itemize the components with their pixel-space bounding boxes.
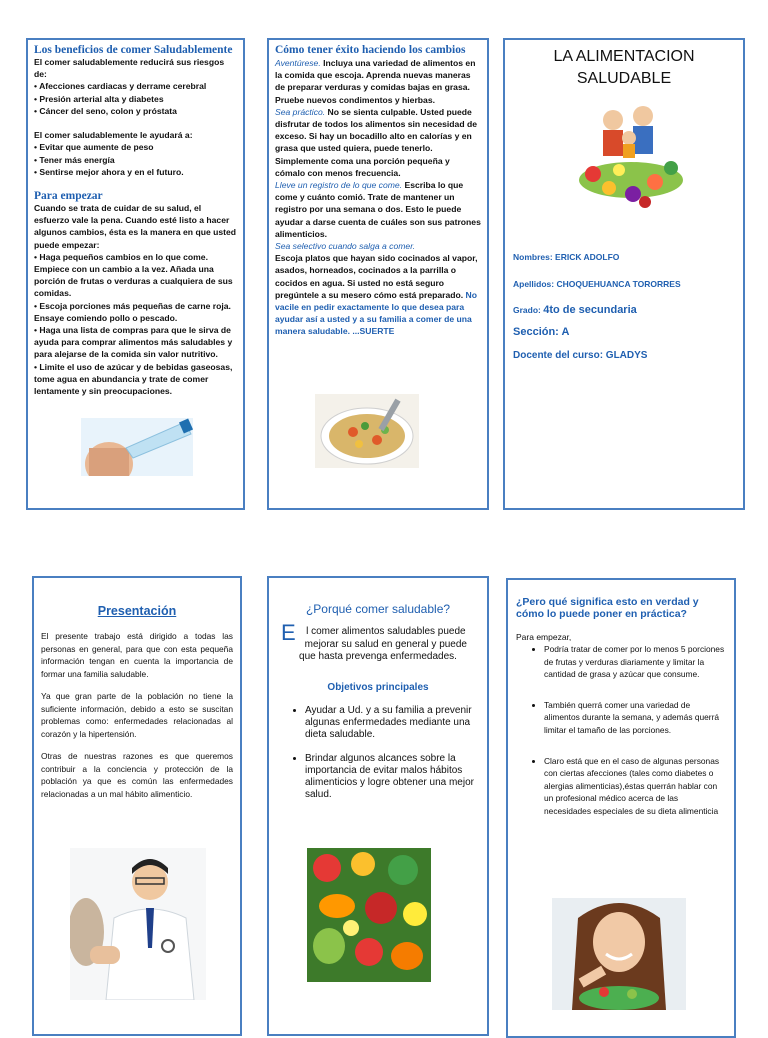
success-text: Aventúrese. Incluya una variedad de alimentos en la comida que escoja. Aprenda nuevas maneras de preparar verduras y comidas bajas en grasa. Pruebe nuevos condimentos y hierbas. Sea práctico. No se sienta culpable. Usted puede disfrutar de todos los alimentos sin necesidad de exceso. Si hay un bocadillo alto en calorías y en grasa que usted quiera, puede tenerlo. Simplemente coma una porción pequeña y cómalo con menos frecuencia. Lleve un registro de lo que come. Escriba lo que come y cuánto comió. Trate de mantener un registro por una semana o dos. Esto le puede ayudar a darse cuenta de cuáles son sus patrones alimenticios. Sea selectivo cuando salga a comer. Escoja platos que hayan sido cocinados al vapor, asados, horneados, cocinados a la parrilla o cocidos en agua. Si usted no está seguro pregúntele a su mesero cómo está preparado. No vacile en pedir exactamente lo que desea para ayudar así a usted y a su familia a comer de una manera saludable. ...SUERTE <box>275 58 481 337</box>
help-item: • Evitar que aumente de peso <box>34 142 154 153</box>
objective-item: • Brindar algunos alcances sobre la importancia de evitar malos hábitos alimenticios y logre obtener una mejor salud. <box>305 753 475 801</box>
objectives-heading: Objetivos principales <box>327 681 429 693</box>
panel-cover <box>503 38 745 510</box>
benefits-heading: Los beneficios de comer Saludablemente <box>34 44 233 56</box>
success-heading: Cómo tener éxito haciendo los cambios <box>275 44 466 56</box>
closing-text: No vacile en pedir exactamente lo que desea para ayudar así a usted y a su familia a comer de una manera saludable. ...SUERTE <box>275 289 478 337</box>
tip-item: • Haga una lista de compras para que le sirva de ayuda para comprar alimentos más saludables y para alejarse de la comida sin valor nutritivo. <box>34 325 233 360</box>
panel-benefits <box>26 38 245 510</box>
panel-presentation <box>32 576 242 1036</box>
practice-lead: Para empezar, <box>516 632 572 642</box>
names-field: Nombres: ERICK ADOLFO <box>513 252 620 262</box>
practice-item: • También querrá comer una variedad de alimentos durante la semana, y además querrá limitar el tamaño de las porciones. <box>544 699 726 737</box>
why-intro: E l comer alimentos saludables puede mejorar su salud en general y puede que hasta prevenga enfermedades. <box>281 620 467 662</box>
tip-lead-practical: Sea práctico. <box>275 106 326 117</box>
section-field: Sección: A <box>513 326 570 338</box>
tip-lead-record: Lleve un registro de lo que come. <box>275 180 403 191</box>
benefits-text <box>34 56 237 178</box>
healthy-food-family-image <box>573 98 689 216</box>
doctor-image <box>70 848 206 1000</box>
objective-item: • Ayudar a Ud. y a su familia a prevenir algunas enfermedades mediante una dieta saludable. <box>305 705 475 741</box>
tip-lead-selective: Sea selectivo cuando salga a comer. <box>275 241 416 252</box>
student-info <box>513 252 739 361</box>
panel-success <box>267 38 489 510</box>
vegetables-image <box>307 848 431 982</box>
start-text: Cuando se trata de cuidar de su salud, el esfuerzo vale la pena. Cuando esté listo a hacer algunos cambios, ésta es la manera en que usted puede empezar: • Haga pequeños cambios en lo que come. Empiece con un cambio a la vez. Añada una porción de frutas o verduras a cualquiera de sus comidas. • Escoja porciones más pequeñas de carne roja. Ensaye comiendo pollo o pescado. • Haga una lista de compras para que le sirva de ayuda para comprar alimentos más saludables y para alejarse de la comida sin valor nutritivo. • Limite el uso de azúcar y de bebidas gaseosas, tome agua en abundancia y trate de comer lentamente y sin preocupaciones. <box>34 203 237 397</box>
drinking-water-image <box>81 418 193 476</box>
cover-title: LA ALIMENTACION SALUDABLE <box>553 48 695 87</box>
presentation-paragraph: Ya que gran parte de la población no tiene la suficiente información, debido a esto se suscitan problemas como: enfermedades relacionadas al corazón y la hipertensión. <box>41 691 233 739</box>
practice-list <box>516 643 726 818</box>
practice-heading: ¿Pero qué significa esto en verdad y cómo lo puede poner en práctica? <box>516 596 699 620</box>
panel-why-healthy <box>267 576 489 1036</box>
presentation-heading: Presentación <box>97 604 177 618</box>
risk-item: • Cáncer del seno, colon y próstata <box>34 105 177 116</box>
surnames-field: Apellidos: CHOQUEHUANCA TORORRES <box>513 279 681 289</box>
risks-intro: El comer saludablemente reducirá sus riesgos de: <box>34 57 225 80</box>
practice-item: • Claro está que en el caso de algunas personas con ciertas afecciones (tales como diabetes o alergias alimenticias),éstas querrán hablar con un profesional médico acerca de las necesidades especiales de su dieta alimenticia <box>544 755 726 818</box>
help-item: • Tener más energía <box>34 154 115 165</box>
panel-practice <box>506 578 736 1038</box>
risk-item: • Presión arterial alta y diabetes <box>34 93 164 104</box>
why-heading: ¿Porqué comer saludable? <box>305 602 451 616</box>
presentation-paragraph: Otras de nuestras razones es que queremos contribuir a la conciencia y protección de la población ya que es común las enfermedades relacionadas a un mal hábito alimenticio. <box>41 751 233 799</box>
vegetable-soup-image <box>315 394 419 468</box>
helps-intro: El comer saludablemente le ayudará a: <box>34 130 193 141</box>
tip-item: • Haga pequeños cambios en lo que come. Empiece con un cambio a la vez. Añada una porción de frutas o verduras a cualquiera de sus comidas. <box>34 251 233 299</box>
objectives-list <box>281 705 475 801</box>
tip-item: • Escoja porciones más pequeñas de carne roja. Ensaye comiendo pollo o pescado. <box>34 300 231 323</box>
tip-lead-adventure: Aventúrese. <box>275 58 321 68</box>
grade-field: Grado: 4to de secundaria <box>513 304 637 316</box>
tip-item: • Limite el uso de azúcar y de bebidas gaseosas, tome agua en abundancia y trate de comer lentamente y sin preocupaciones. <box>34 361 233 397</box>
presentation-paragraph: El presente trabajo está dirigido a todas las personas en general, para que con esta pequeña información tengan en cuenta la importancia de formar una familia saludable. <box>41 631 233 679</box>
practice-item: • Podría tratar de comer por lo menos 5 porciones de frutas y verduras diariamente y limitar la cantidad de grasa y azúcar que consume. <box>544 643 726 681</box>
teacher-field: Docente del curso: GLADYS <box>513 350 648 361</box>
drop-cap: E <box>281 620 296 645</box>
start-heading: Para empezar <box>34 190 103 203</box>
risk-item: • Afecciones cardiacas y derrame cerebral <box>34 81 207 92</box>
woman-eating-salad-image <box>552 898 686 1010</box>
help-item: • Sentirse mejor ahora y en el futuro. <box>34 166 184 177</box>
